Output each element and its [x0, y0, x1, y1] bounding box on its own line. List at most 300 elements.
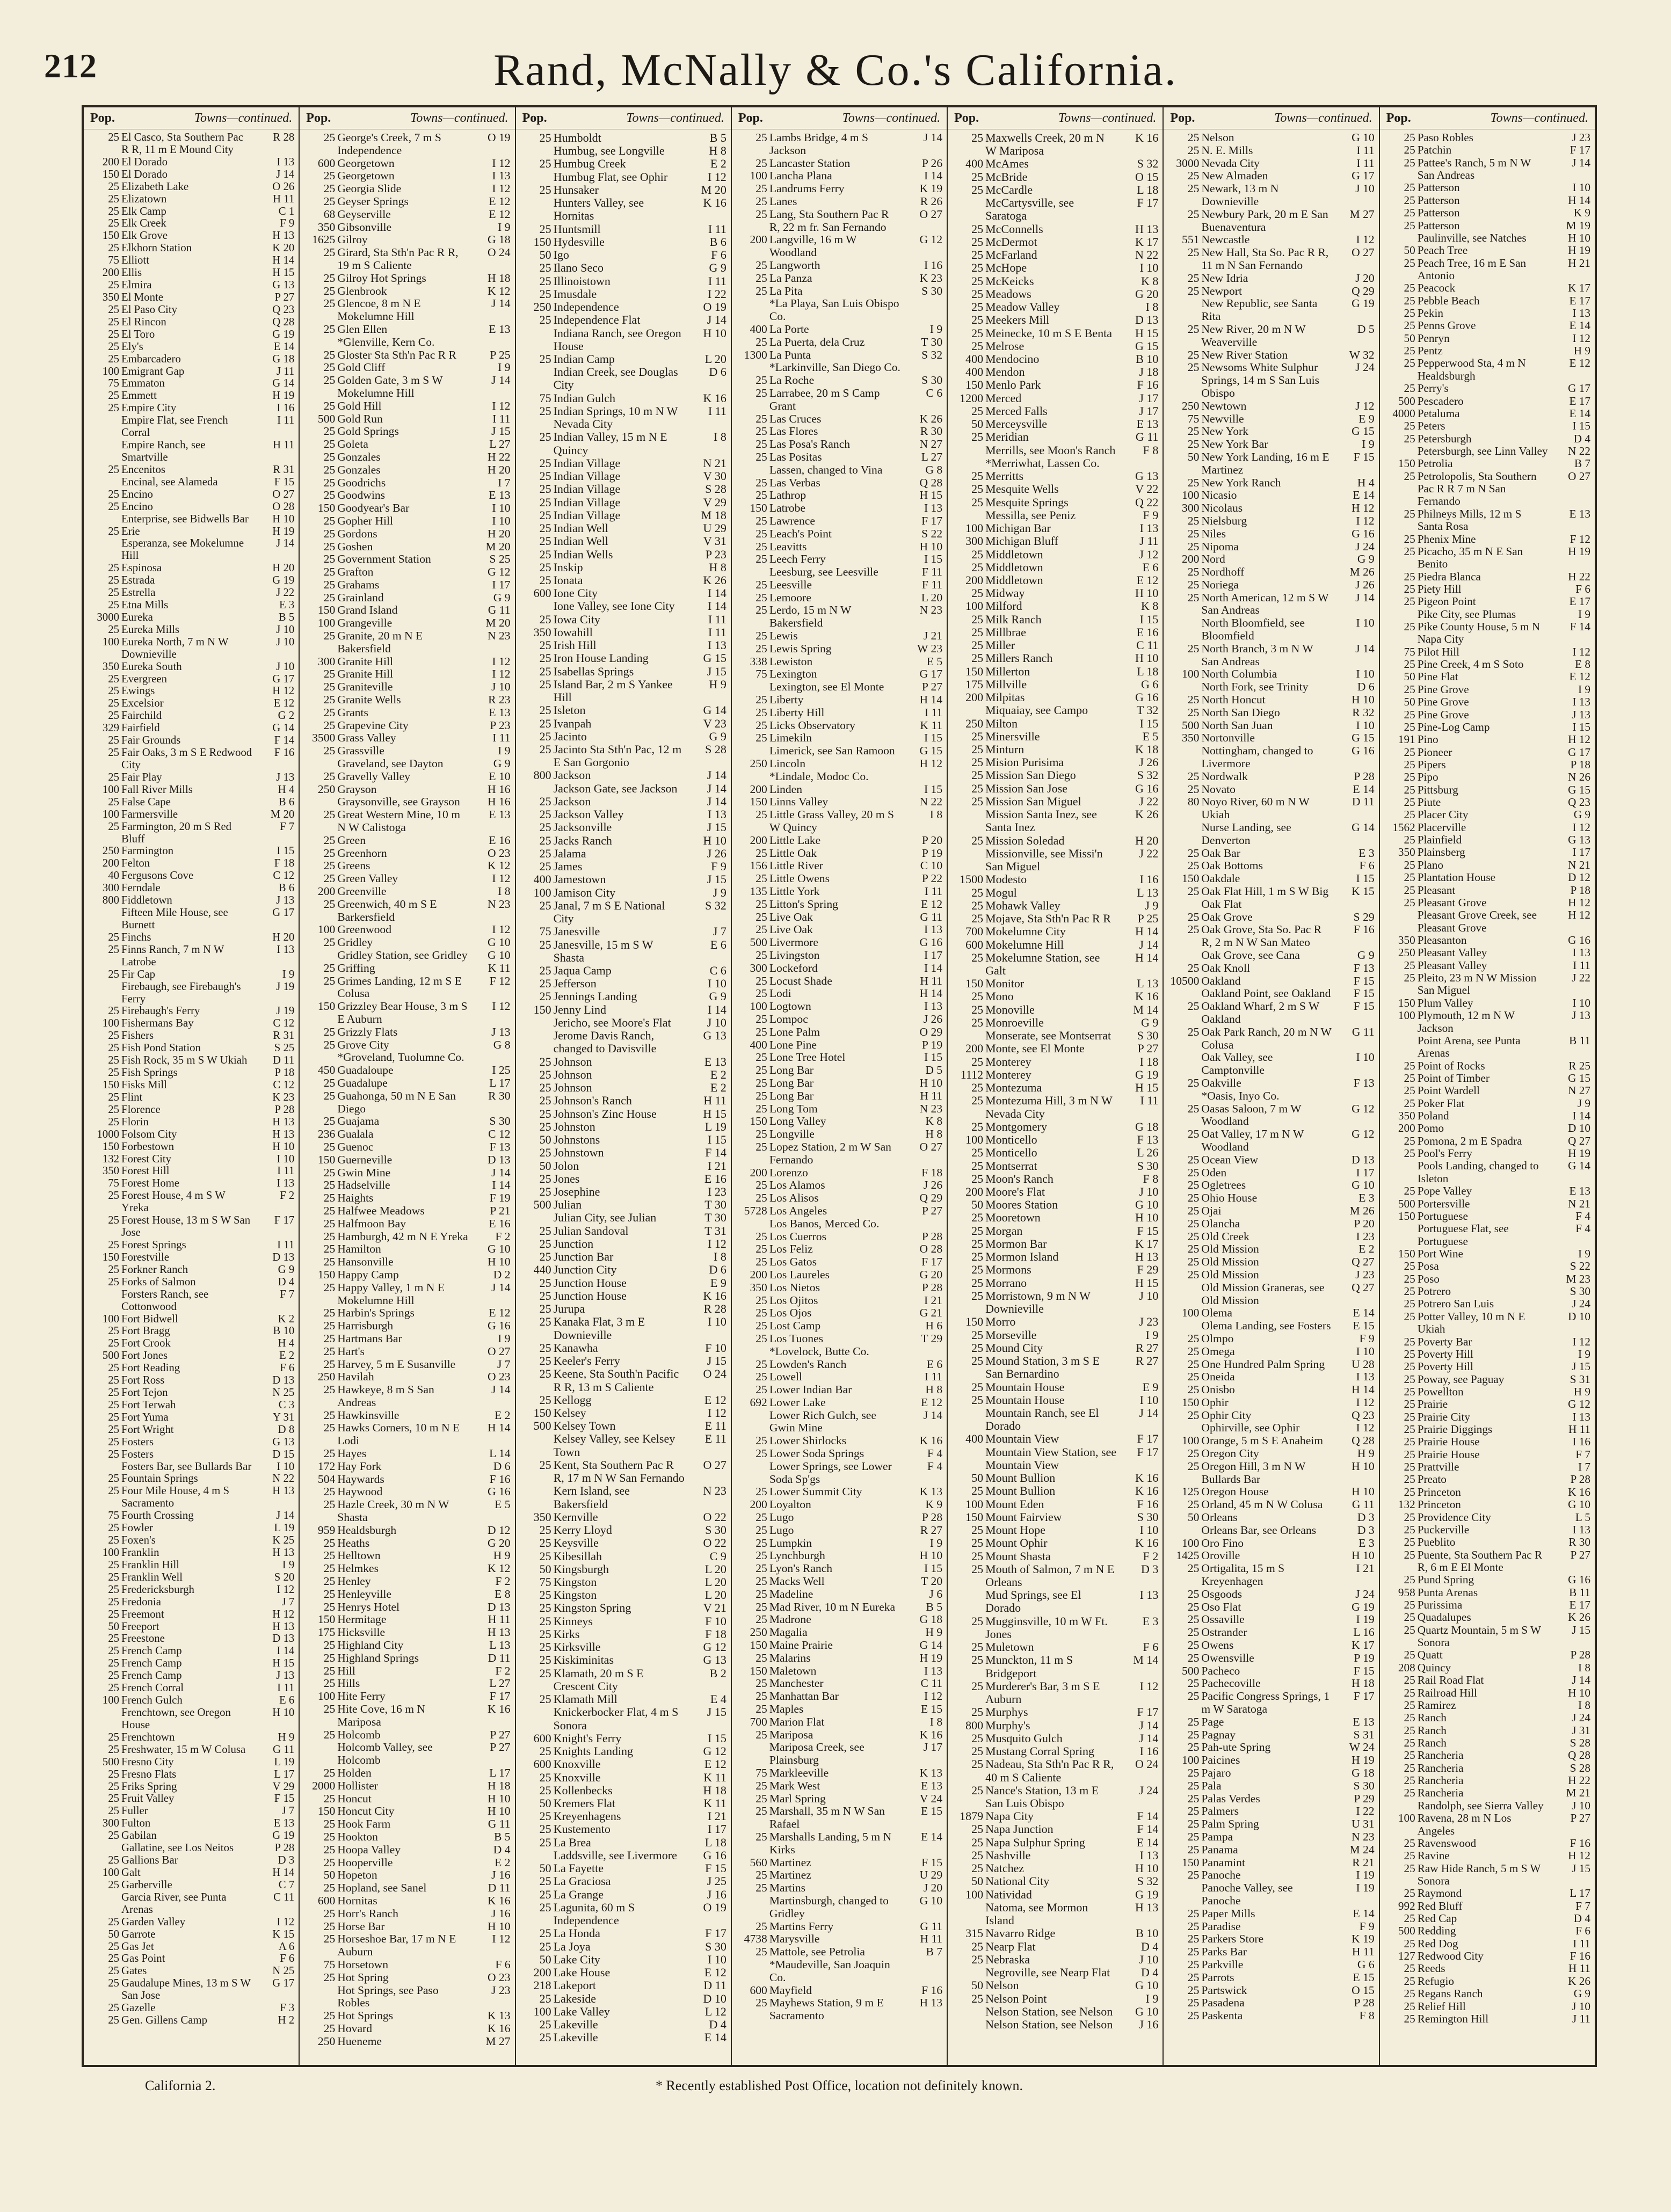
town-name: Goodyear's Bar — [337, 501, 410, 515]
town-entry — [520, 353, 726, 366]
town-entry — [520, 1602, 726, 1614]
population: 600 — [965, 937, 984, 951]
town-name: Fredonia — [121, 1595, 161, 1608]
town-entry — [1168, 1231, 1374, 1243]
population — [88, 439, 119, 464]
town-name: Potrero — [1417, 1285, 1451, 1298]
town-entry — [952, 1355, 1158, 1380]
town-name: Grizzley Bear House, 3 m S E Auburn — [337, 1000, 470, 1025]
town-entry — [736, 1396, 942, 1409]
town-name: Forks of Salmon — [121, 1275, 196, 1288]
grid-ref: I 11 — [708, 222, 726, 236]
grid-ref: P 18 — [274, 1066, 295, 1079]
grid-ref: B 10 — [1136, 1926, 1159, 1940]
grid-ref: U 29 — [919, 1868, 943, 1882]
grid-ref: E 12 — [489, 207, 511, 221]
grid-ref: F 10 — [705, 1341, 726, 1355]
population: 25 — [1187, 1153, 1200, 1166]
town-entry — [304, 1077, 510, 1090]
town-entry — [1168, 1371, 1374, 1384]
town-entry — [1384, 1348, 1590, 1360]
town-name: Page — [1201, 1715, 1224, 1728]
town-name: Mound City — [985, 1341, 1043, 1355]
population: 500 — [533, 1419, 551, 1433]
town-entry — [1168, 1818, 1374, 1831]
town-name: Johnstons — [553, 1133, 600, 1147]
population: 25 — [108, 1570, 119, 1583]
town-name: Martins Ferry — [769, 1919, 834, 1933]
town-name: Greenwood — [337, 923, 392, 936]
town-entry — [952, 418, 1158, 431]
town-entry — [304, 1320, 510, 1333]
population: 25 — [971, 912, 984, 926]
town-entry — [520, 769, 726, 782]
town-entry — [1168, 1498, 1374, 1511]
population: 25 — [539, 1107, 551, 1120]
population: 25 — [108, 1522, 119, 1534]
town-name: Gordons — [337, 527, 377, 540]
grid-ref: P 27 — [1570, 1548, 1590, 1561]
grid-ref: I 9 — [1362, 438, 1375, 451]
town-name: Lower Lake — [769, 1395, 826, 1409]
population: 40 — [108, 869, 119, 882]
town-name: Hartmans Bar — [337, 1331, 402, 1345]
town-entry — [304, 323, 510, 336]
town-name: La Brea — [553, 1835, 591, 1849]
grid-ref: H 10 — [1135, 1211, 1159, 1225]
town-name: Iron House Landing — [553, 651, 649, 665]
town-entry — [88, 821, 294, 846]
population: 25 — [1187, 527, 1200, 540]
grid-ref: K 13 — [919, 1766, 943, 1779]
town-name: Forest Springs — [121, 1238, 186, 1251]
town-name: Forbestown — [121, 1140, 175, 1153]
grid-ref: F 9 — [280, 217, 295, 230]
population: 25 — [971, 183, 984, 197]
population: 25 — [755, 1536, 767, 1549]
grid-ref: C 6 — [709, 964, 726, 977]
grid-ref: E 17 — [1569, 1598, 1590, 1612]
grid-ref: P 18 — [1570, 758, 1590, 771]
town-name: El Dorado — [121, 168, 168, 180]
town-name: Mission San Jose — [985, 781, 1067, 795]
town-name: Lone Pine — [769, 1038, 817, 1051]
town-entry — [304, 962, 510, 975]
grid-ref: K 16 — [1135, 131, 1159, 144]
grid-ref: E 13 — [489, 489, 511, 502]
town-name: Lewiston — [769, 654, 813, 668]
town-name: Grainland — [337, 591, 384, 604]
town-name: Greenwich, 40 m S E Barkersfield — [337, 897, 440, 923]
grid-ref: D 6 — [493, 1459, 511, 1473]
population: 25 — [1404, 131, 1415, 144]
population: 25 — [323, 808, 336, 821]
town-entry — [88, 1941, 294, 1953]
town-entry — [736, 796, 942, 809]
town-entry — [88, 1547, 294, 1559]
grid-ref: E 11 — [704, 1432, 726, 1446]
grid-ref: D 3 — [1141, 1562, 1159, 1576]
town-entry — [952, 2018, 1158, 2031]
grid-ref: I 14 — [492, 1178, 511, 1192]
town-entry — [952, 405, 1158, 418]
grid-ref: G 18 — [919, 1613, 943, 1626]
population: 25 — [755, 578, 767, 591]
town-entry — [520, 132, 726, 144]
town-entry — [952, 873, 1158, 886]
town-name: Humbug Flat, see Ophir — [553, 170, 668, 184]
grid-ref: I 16 — [1139, 872, 1159, 886]
grid-ref: G 12 — [919, 233, 943, 246]
population: 25 — [755, 156, 767, 170]
population: 150 — [1398, 457, 1415, 470]
town-entry — [952, 951, 1158, 977]
town-entry — [736, 1269, 942, 1282]
grid-ref: F 7 — [280, 1287, 295, 1300]
town-entry — [736, 783, 942, 796]
town-entry — [88, 562, 294, 574]
population: 25 — [539, 573, 551, 587]
town-name: La Punta — [769, 348, 811, 361]
grid-ref: I 14 — [1572, 1109, 1590, 1123]
town-entry — [736, 579, 942, 592]
town-name: Greenhorn — [337, 846, 387, 860]
town-entry — [88, 882, 294, 894]
town-entry — [88, 1596, 294, 1609]
town-name: Millbrae — [985, 625, 1026, 639]
town-entry — [1384, 646, 1590, 658]
town-name: Lakeville — [553, 2017, 598, 2031]
population — [520, 197, 551, 222]
grid-ref: J 15 — [1572, 1861, 1590, 1875]
town-entry — [520, 457, 726, 470]
grid-ref: F 16 — [1570, 1836, 1590, 1850]
population: 25 — [108, 1632, 119, 1645]
town-entry — [304, 617, 510, 630]
grid-ref: H 12 — [1352, 501, 1375, 515]
grid-ref: K 13 — [487, 2009, 511, 2022]
town-name: Gridley Station, see Gridley — [337, 949, 468, 962]
town-entry — [952, 795, 1158, 808]
population: 25 — [1404, 1460, 1415, 1474]
population: 25 — [755, 642, 767, 655]
town-entry — [520, 977, 726, 990]
town-name: Remington Hill — [1417, 2012, 1489, 2025]
grid-ref: D 13 — [272, 1632, 295, 1645]
town-name: Jacks Ranch — [553, 833, 612, 847]
town-entry — [88, 242, 294, 254]
population: 25 — [1404, 181, 1415, 194]
population: 350 — [1398, 934, 1415, 947]
population: 25 — [971, 1094, 984, 1108]
grid-ref: M 21 — [1566, 1786, 1590, 1800]
grid-ref: J 23 — [1139, 1315, 1159, 1329]
town-name: Happy Valley, 1 m N E Mokelumne Hill — [337, 1280, 448, 1307]
town-name: Ostrander — [1201, 1626, 1247, 1639]
town-entry — [1168, 732, 1374, 745]
town-entry — [736, 1805, 942, 1831]
grid-ref: F 6 — [280, 1362, 295, 1374]
grid-ref: D 3 — [1357, 1511, 1375, 1524]
population: 25 — [971, 1276, 984, 1290]
grid-ref: J 26 — [923, 1012, 943, 1025]
town-entry — [304, 208, 510, 221]
population: 25 — [1187, 1025, 1200, 1038]
town-name: Las Positas — [769, 450, 822, 463]
grid-ref: I 15 — [708, 1731, 726, 1745]
town-entry — [1384, 1298, 1590, 1310]
town-entry — [952, 1589, 1158, 1614]
population: 25 — [1404, 1410, 1415, 1423]
population: 25 — [1187, 1843, 1200, 1856]
grid-ref: J 7 — [281, 1804, 295, 1817]
town-entry — [304, 374, 510, 400]
grid-ref: F 12 — [489, 974, 511, 987]
town-name: Ranch — [1417, 1711, 1447, 1725]
town-name: Frenchtown — [121, 1730, 175, 1743]
town-name: Pope Valley — [1417, 1184, 1472, 1198]
grid-ref — [903, 1959, 942, 1984]
town-name: Los Ojos — [769, 1306, 812, 1320]
grid-ref: K 8 — [1141, 599, 1159, 613]
population: 50 — [971, 1874, 984, 1888]
town-entry — [304, 898, 510, 924]
population: 25 — [539, 729, 551, 743]
grid-ref: V 21 — [703, 1601, 726, 1615]
town-entry — [1168, 1460, 1374, 1486]
town-name: Nelson Station, see Nelson — [985, 2017, 1113, 2031]
town-name: Great Western Mine, 10 m N W Calistoga — [337, 808, 463, 834]
town-entry — [1384, 1900, 1590, 1912]
town-name: Kreyenhagens — [553, 1809, 621, 1823]
grid-ref: I 23 — [708, 1184, 726, 1198]
town-name: Haywards — [337, 1472, 384, 1486]
grid-ref: E 9 — [1142, 1380, 1159, 1394]
town-entry — [88, 1251, 294, 1264]
grid-ref: E 12 — [1569, 356, 1590, 370]
population: 25 — [108, 1066, 119, 1079]
population: 500 — [1398, 1924, 1415, 1938]
population: 50 — [971, 1978, 984, 1992]
grid-ref: E 14 — [1353, 1907, 1375, 1920]
grid-ref: J 15 — [707, 1705, 726, 1719]
grid-ref: B 10 — [1136, 352, 1159, 366]
population: 25 — [108, 1977, 119, 1990]
town-entry — [520, 483, 726, 496]
population: 25 — [108, 1792, 119, 1805]
population: 25 — [539, 1224, 551, 1238]
town-name: Jalama — [553, 846, 586, 860]
town-name: Garcia River, see Punta Arenas — [121, 1890, 229, 1916]
town-entry — [952, 236, 1158, 249]
town-entry — [1384, 1085, 1590, 1097]
town-entry — [520, 157, 726, 170]
population: 25 — [971, 1146, 984, 1160]
town-entry — [520, 431, 726, 456]
grid-ref: E 12 — [920, 1395, 943, 1409]
population: 25 — [755, 425, 767, 438]
grid-ref: K 16 — [1135, 989, 1159, 1003]
town-entry — [736, 1562, 942, 1575]
grid-ref: J 19 — [276, 1005, 295, 1017]
grid-ref: I 13 — [277, 943, 295, 956]
town-entry — [520, 327, 726, 353]
town-name: Fuller — [121, 1804, 148, 1817]
population: 25 — [1404, 958, 1415, 972]
town-entry — [304, 413, 510, 426]
grid-ref: I 21 — [708, 1809, 726, 1823]
grid-ref: D 13 — [1352, 1153, 1375, 1166]
population: 25 — [971, 482, 984, 496]
town-entry — [736, 719, 942, 732]
population: 400 — [965, 365, 984, 379]
town-name: Los Laureles — [769, 1268, 830, 1281]
town-entry — [1168, 1716, 1374, 1729]
town-name: Millville — [985, 677, 1027, 691]
town-entry — [1384, 746, 1590, 759]
town-name: Oakland — [1201, 974, 1241, 987]
population: 25 — [755, 284, 767, 297]
town-entry — [304, 592, 510, 605]
town-name: Elizatown — [121, 192, 167, 205]
population: 25 — [323, 1178, 336, 1192]
grid-ref: K 15 — [272, 1927, 295, 1940]
population: 25 — [323, 1498, 336, 1511]
population: 25 — [755, 949, 767, 962]
grid-ref: I 11 — [924, 1370, 943, 1384]
grid-ref: N 22 — [1135, 248, 1159, 262]
town-entry — [1384, 796, 1590, 809]
population: 75 — [108, 1177, 119, 1190]
town-name: Mattole, see Petrolia — [769, 1945, 865, 1959]
town-entry — [1168, 1435, 1374, 1447]
town-entry — [952, 1745, 1158, 1758]
town-name: Klamath, 20 m S E Crescent City — [553, 1666, 647, 1693]
town-entry — [1168, 1128, 1374, 1154]
population: 25 — [539, 846, 551, 860]
town-entry — [88, 476, 294, 489]
grid-ref: Q 22 — [1135, 495, 1159, 509]
population: 25 — [1404, 294, 1415, 307]
population: 25 — [108, 1005, 119, 1017]
population: 25 — [323, 1856, 336, 1869]
town-name: Indian Creek, see Douglas City — [553, 365, 681, 392]
town-name: Gold Springs — [337, 425, 399, 438]
town-entry — [952, 1706, 1158, 1719]
population: 25 — [108, 328, 119, 340]
grid-ref: C 11 — [920, 1677, 943, 1690]
grid-ref: I 9 — [498, 220, 511, 234]
grid-ref: K 26 — [1568, 1974, 1590, 1988]
town-name: Nortonville — [1201, 731, 1255, 745]
town-entry — [1384, 1962, 1590, 1975]
grid-ref: N 23 — [703, 1484, 726, 1498]
population: 25 — [1404, 344, 1415, 358]
town-entry — [304, 1422, 510, 1447]
grid-ref: K 26 — [1135, 807, 1159, 821]
town-name: Hoopa Valley — [337, 1843, 401, 1856]
town-name: Hunsaker — [553, 183, 599, 197]
town-name: New Idria — [1201, 271, 1248, 285]
grid-ref: K 16 — [919, 1728, 943, 1741]
population: 25 — [971, 898, 984, 912]
population: 25 — [755, 897, 767, 911]
town-name: Excelsior — [121, 697, 164, 710]
population: 992 — [1398, 1899, 1415, 1912]
grid-ref: I 15 — [924, 782, 943, 796]
population: 25 — [323, 182, 336, 195]
grid-ref: J 9 — [713, 885, 726, 899]
town-entry — [520, 1225, 726, 1238]
grid-ref: E 16 — [1136, 625, 1159, 639]
town-name: New River, 20 m N W Weaverville — [1201, 322, 1309, 348]
town-name: McFarland — [985, 248, 1037, 262]
town-name: Harbin's Springs — [337, 1306, 415, 1320]
town-entry — [1384, 282, 1590, 294]
grid-ref: Q 23 — [1352, 1408, 1375, 1422]
population: 25 — [755, 1242, 767, 1256]
grid-ref: D 12 — [1568, 871, 1590, 884]
town-name: Plano — [1417, 858, 1443, 871]
grid-ref: P 28 — [1354, 769, 1375, 783]
town-entry — [304, 1000, 510, 1026]
town-name: Muletown — [985, 1640, 1034, 1654]
town-entry — [736, 911, 942, 924]
grid-ref: I 22 — [1356, 1804, 1375, 1818]
town-name: Poway, see Paguay — [1417, 1372, 1505, 1386]
town-name: Fort Bragg — [121, 1325, 170, 1337]
town-name: Jericho, see Moore's Flat — [553, 1015, 671, 1029]
grid-ref: H 22 — [1568, 570, 1590, 583]
town-entry — [736, 1179, 942, 1192]
town-name: Ophir City — [1201, 1408, 1252, 1422]
town-name: Reeds — [1417, 1962, 1445, 1975]
town-name: New Republic, see Santa Rita — [1201, 297, 1320, 323]
town-name: La Puerta, dela Cruz — [769, 335, 865, 348]
population: 25 — [1404, 307, 1415, 320]
population — [88, 907, 119, 932]
town-entry — [304, 1703, 510, 1729]
town-entry — [1168, 1218, 1374, 1231]
grid-ref: F 2 — [1143, 1549, 1159, 1563]
town-entry — [1168, 707, 1374, 719]
town-name: Prattville — [1417, 1460, 1459, 1474]
town-name: Pine Flat — [1417, 670, 1458, 683]
town-entry — [1384, 1511, 1590, 1524]
grid-ref: I 11 — [1356, 156, 1375, 170]
town-entry — [304, 272, 510, 285]
town-name: Kirksville — [553, 1640, 601, 1654]
grid-ref: G 17 — [272, 906, 295, 919]
town-entry — [736, 1831, 942, 1857]
grid-ref: I 12 — [708, 170, 726, 184]
grid-ref: N 25 — [272, 1964, 295, 1977]
town-name: Iowa City — [553, 612, 600, 626]
grid-ref: I 12 — [1572, 645, 1590, 658]
population: 100 — [750, 169, 767, 183]
town-name: Hopland, see Sanel — [337, 1881, 427, 1895]
population: 25 — [971, 170, 984, 184]
town-name: *Maudeville, San Joaquin Co. — [769, 1958, 893, 1984]
town-name: Panoche — [1201, 1868, 1241, 1882]
grid-ref: G 14 — [919, 1639, 943, 1652]
town-entry — [1384, 1110, 1590, 1122]
town-entry — [88, 784, 294, 796]
town-entry — [88, 685, 294, 697]
grid-ref: F 29 — [1137, 1263, 1159, 1277]
grid-ref: L 19 — [274, 1522, 295, 1534]
town-name: Piute — [1417, 796, 1441, 809]
